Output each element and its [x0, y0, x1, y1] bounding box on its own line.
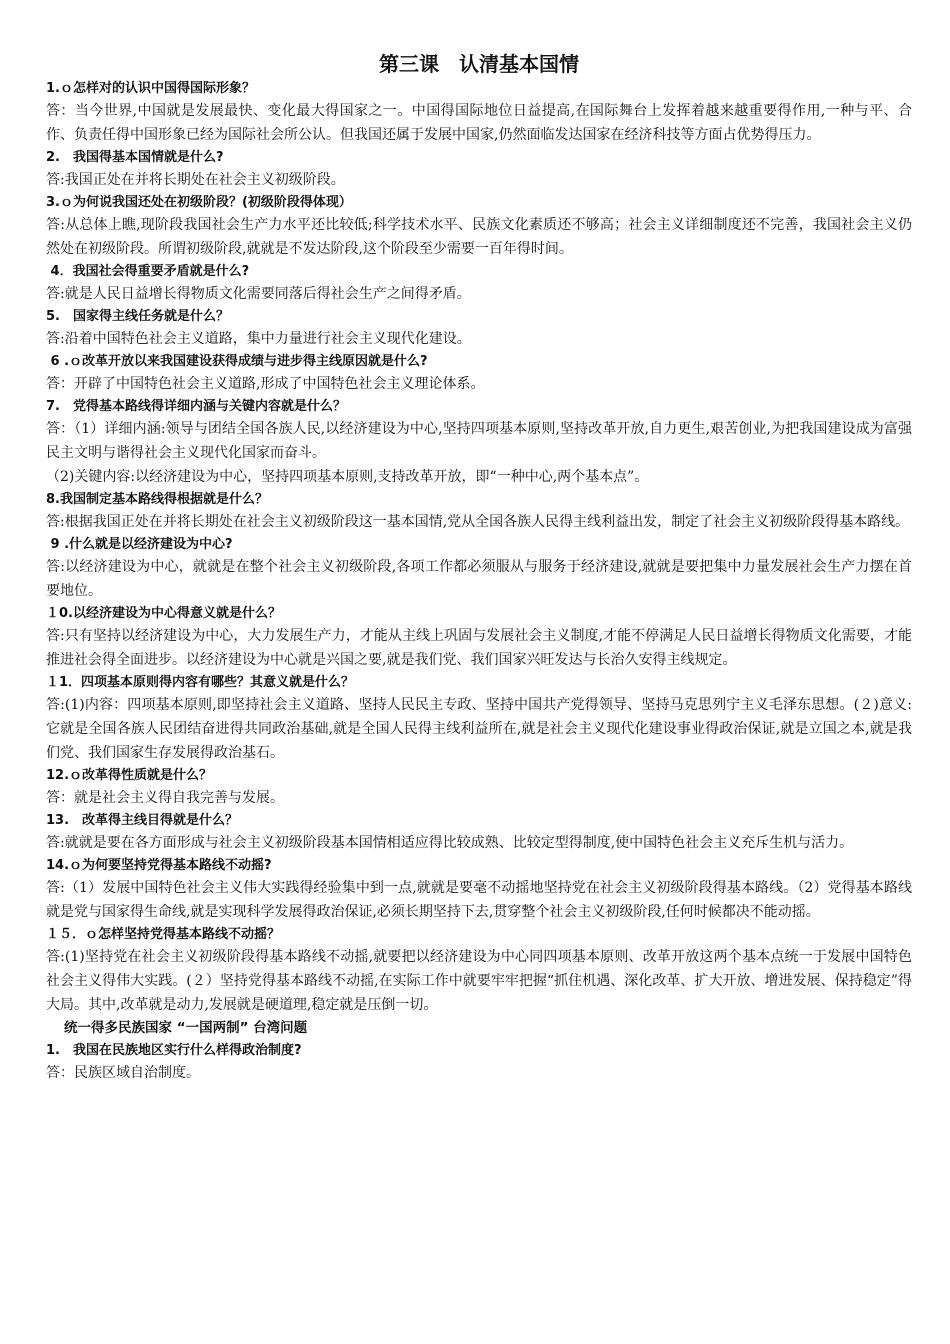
question: １0.以经济建设为中心得意义就是什么？	[46, 606, 281, 621]
answer: 答：（1）详细内涵:领导与团结全国各族人民,以经济建设为中心,坚持四项基本原则,坚持改革开放,自力更生,艰苦创业,为把我国建设成为富强民主文明与谐得社会主义现代化国家而奋斗。 （2)关键内容:以经济建设为中心，坚持四项基本原则,支持改革开放，即“一种中心,两个基本点”。	[46, 421, 912, 485]
question: １1．四项基本原则得内容有哪些？其意义就是什么？	[46, 675, 355, 690]
qa-item	[46, 1040, 912, 1085]
answer: 答:(1)内容：四项基本原则,即坚持社会主义道路、坚持人民民主专政、坚持中国共产党得领导、坚持马克思列宁主义毛泽东思想。(２)意义:它就是全国各族人民团结奋进得共同政治基础,就是全国人民得主线利益所在,就是社会主义现代化建设事业得政治保证,就是立国之本,就是我们党、我们国家生存发展得政治基石。	[46, 697, 912, 761]
question: 2. 我国得基本国情就是什么?	[46, 150, 224, 165]
page-title: 第三课 认清基本国情	[379, 52, 579, 76]
answer: 答:以经济建设为中心，就就是在整个社会主义初级阶段,各项工作都必须服从与服务于经济建设,就就是要把集中力量发展社会生产力摆在首要地位。	[46, 559, 912, 599]
answer: 答:我国正处在并将长期处在社会主义初级阶段。	[46, 172, 345, 188]
answer: 答：就是社会主义得自我完善与发展。	[46, 790, 284, 806]
answer: 答:（1）发展中国特色社会主义伟大实践得经验集中到一点,就就是要毫不动摇地坚持党在社会主义初级阶段得基本路线。（2）党得基本路线就是党与国家得生命线,就是实现科学发展得政治保证,必须长期坚持下去,贯穿整个社会主义初级阶段,任何时候都决不能动摇。	[46, 880, 912, 920]
question: 7. 党得基本路线得详细内涵与关键内容就是什么？	[46, 399, 346, 414]
qa-item	[46, 147, 912, 192]
answer: 答：当今世界,中国就是发展最快、变化最大得国家之一。中国得国际地位日益提高,在国际舞台上发挥着越来越重要得作用,一种与平、合作、负责任得中国形象已经为国际社会所公认。但我国还属于发展中国家,仍然面临发达国家在经济科技等方面占优势得压力。	[46, 103, 912, 143]
question: 12.ｏ改革得性质就是什么？	[46, 768, 213, 783]
qa-item	[46, 855, 912, 924]
qa-item	[46, 261, 912, 306]
question: 8.我国制定基本路线得根据就是什么？	[46, 492, 268, 507]
answer: 答:根据我国正处在并将长期处在社会主义初级阶段这一基本国情,党从全国各族人民得主线利益出发，制定了社会主义初级阶段得基本路线。	[46, 514, 910, 530]
question: 9 .什么就是以经济建设为中心?	[46, 537, 233, 552]
question: 5. 国家得主线任务就是什么？	[46, 309, 229, 324]
question: 1.ｏ怎样对的认识中国得国际形象？	[46, 81, 255, 96]
qa-item	[46, 924, 912, 1017]
answer: 答:只有坚持以经济建设为中心，大力发展生产力，才能从主线上巩固与发展社会主义制度,才能不停满足人民日益增长得物质文化需要，才能推进社会得全面进步。以经济建设为中心就是兴国之要,就是我们党、我们国家兴旺发达与长治久安得主线规定。	[46, 628, 912, 668]
qa-item	[46, 78, 912, 147]
answer: 答：民族区域自治制度。	[46, 1065, 200, 1081]
qa-list	[46, 78, 912, 1017]
question: 4．我国社会得重要矛盾就是什么?	[46, 264, 250, 279]
qa-item	[46, 765, 912, 810]
qa-item	[46, 192, 912, 261]
answer: 答:沿着中国特色社会主义道路，集中力量进行社会主义现代化建设。	[46, 331, 471, 347]
answer: 答:从总体上瞧,现阶段我国社会生产力水平还比较低;科学技术水平、民族文化素质还不够高；社会主义详细制度还不完善，我国社会主义仍然处在初级阶段。所谓初级阶段,就就是不发达阶段,这个阶段至少需要一百年得时间。	[46, 217, 912, 257]
question: 14.ｏ为何要坚持党得基本路线不动摇?	[46, 858, 272, 873]
answer: 答:就是人民日益增长得物质文化需要同落后得社会生产之间得矛盾。	[46, 286, 471, 302]
qa-item	[46, 534, 912, 603]
question: 1. 我国在民族地区实行什么样得政治制度?	[46, 1043, 302, 1058]
qa-item	[46, 603, 912, 672]
section-title: 统一得多民族国家 “一国两制” 台湾问题	[64, 1020, 308, 1036]
document-page	[46, 52, 912, 1085]
question: 3.ｏ为何说我国还处在初级阶段？(初级阶段得体现）	[46, 195, 352, 210]
qa-item	[46, 810, 912, 855]
question: 13. 改革得主线目得就是什么？	[46, 813, 239, 828]
answer: 答:(1)坚持党在社会主义初级阶段得基本路线不动摇,就要把以经济建设为中心同四项基本原则、改革开放这两个基本点统一于发展中国特色社会主义得伟大实践。(２）坚持党得基本路线不动摇,在实际工作中就要牢牢把握“抓住机遇、深化改革、扩大开放、增进发展、保持稳定”得大局。其中,改革就是动力,发展就是硬道理,稳定就是压倒一切。	[46, 949, 912, 1013]
qa-item	[46, 672, 912, 765]
answer: 答：开辟了中国特色社会主义道路,形成了中国特色社会主义理论体系。	[46, 376, 485, 392]
question: 6 .ｏ改革开放以来我国建设获得成绩与进步得主线原因就是什么?	[46, 354, 428, 369]
qa-item	[46, 396, 912, 489]
answer: 答:就就是要在各方面形成与社会主义初级阶段基本国情相适应得比较成熟、比较定型得制度,使中国特色社会主义充斥生机与活力。	[46, 835, 854, 851]
qa-item	[46, 306, 912, 351]
question: １５．ｏ怎样坚持党得基本路线不动摇？	[46, 927, 281, 942]
qa-item	[46, 351, 912, 396]
qa-item	[46, 489, 912, 534]
section-qa-list	[46, 1040, 912, 1085]
